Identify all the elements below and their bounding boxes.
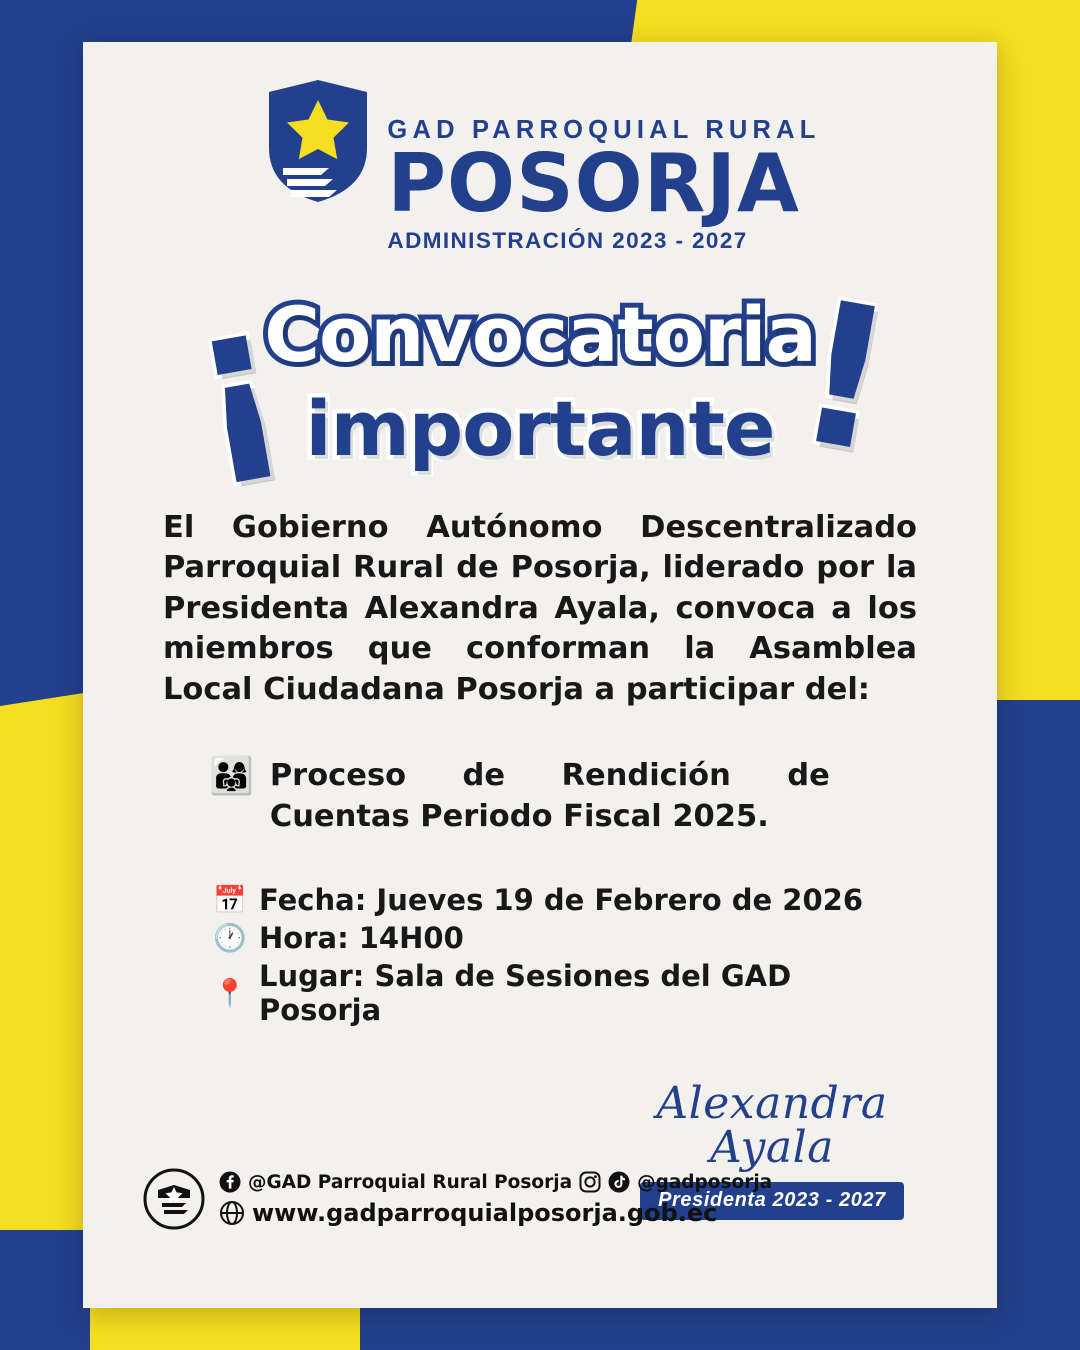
- headline-line-2: importante: [305, 383, 775, 473]
- event-item: [209, 756, 917, 837]
- exclamation-close: !: [780, 257, 909, 498]
- detail-row-time: [213, 921, 917, 955]
- clock-icon: 🕐: [213, 922, 247, 953]
- signature-name: Alexandra Ayala: [656, 1078, 888, 1173]
- signature-badge: Presidenta 2023 - 2027: [640, 1182, 904, 1220]
- instagram-icon[interactable]: [579, 1171, 601, 1193]
- website-text[interactable]: www.gadparroquialposorja.gob.ec: [252, 1199, 718, 1227]
- exclamation-open: ¡: [171, 257, 300, 498]
- headline-block: [83, 257, 997, 498]
- logo-wordmark: [387, 74, 820, 254]
- facebook-icon[interactable]: [219, 1171, 241, 1193]
- globe-icon: [219, 1200, 245, 1226]
- footer-website-row: [219, 1199, 772, 1227]
- logo-line-1: GAD PARROQUIAL RURAL: [387, 116, 821, 144]
- shield-star-icon: [259, 76, 377, 204]
- headline-line-1: Convocatoria: [264, 289, 816, 379]
- background-shape-blue-bottom-left: [0, 1230, 90, 1350]
- facebook-handle: @GAD Parroquial Rural Posorja: [248, 1171, 573, 1193]
- event-title: Proceso de Rendición de Cuentas Periodo Fiscal 2025.: [269, 758, 830, 834]
- footer-contact: [143, 1168, 772, 1230]
- event-details: [213, 883, 917, 1027]
- footer-lines: [219, 1171, 772, 1227]
- logo-line-3: ADMINISTRACIÓN 2023 - 2027: [387, 227, 748, 253]
- detail-date-text: Fecha: Jueves 19 de Febrero de 2026: [259, 882, 864, 917]
- footer-social-row: [219, 1171, 772, 1193]
- logo-header: [83, 42, 997, 254]
- social-handle: @gadposorja: [637, 1171, 773, 1193]
- detail-row-place: [213, 959, 917, 1027]
- calendar-icon: 📅: [213, 884, 247, 915]
- logo-line-2: POSORJA: [387, 136, 800, 230]
- poster-card: [83, 42, 997, 1308]
- family-group-icon: 👨‍👩‍👧: [209, 755, 254, 797]
- detail-place-text: Lugar: Sala de Sesiones del GAD Posorja: [259, 958, 792, 1027]
- body-paragraph: El Gobierno Autónomo Descentralizado Parroquial Rural de Posorja, liderado por la Presidenta Alexandra Ayala, convoca a los miembros que conforman la Asamblea Local Ciudadana Posorja a participar del:: [163, 509, 917, 707]
- posorja-mark-icon: [143, 1168, 205, 1230]
- tiktok-icon[interactable]: [608, 1171, 630, 1193]
- detail-row-date: [213, 883, 917, 917]
- location-pin-icon: 📍: [213, 977, 247, 1008]
- detail-time-text: Hora: 14H00: [259, 920, 464, 955]
